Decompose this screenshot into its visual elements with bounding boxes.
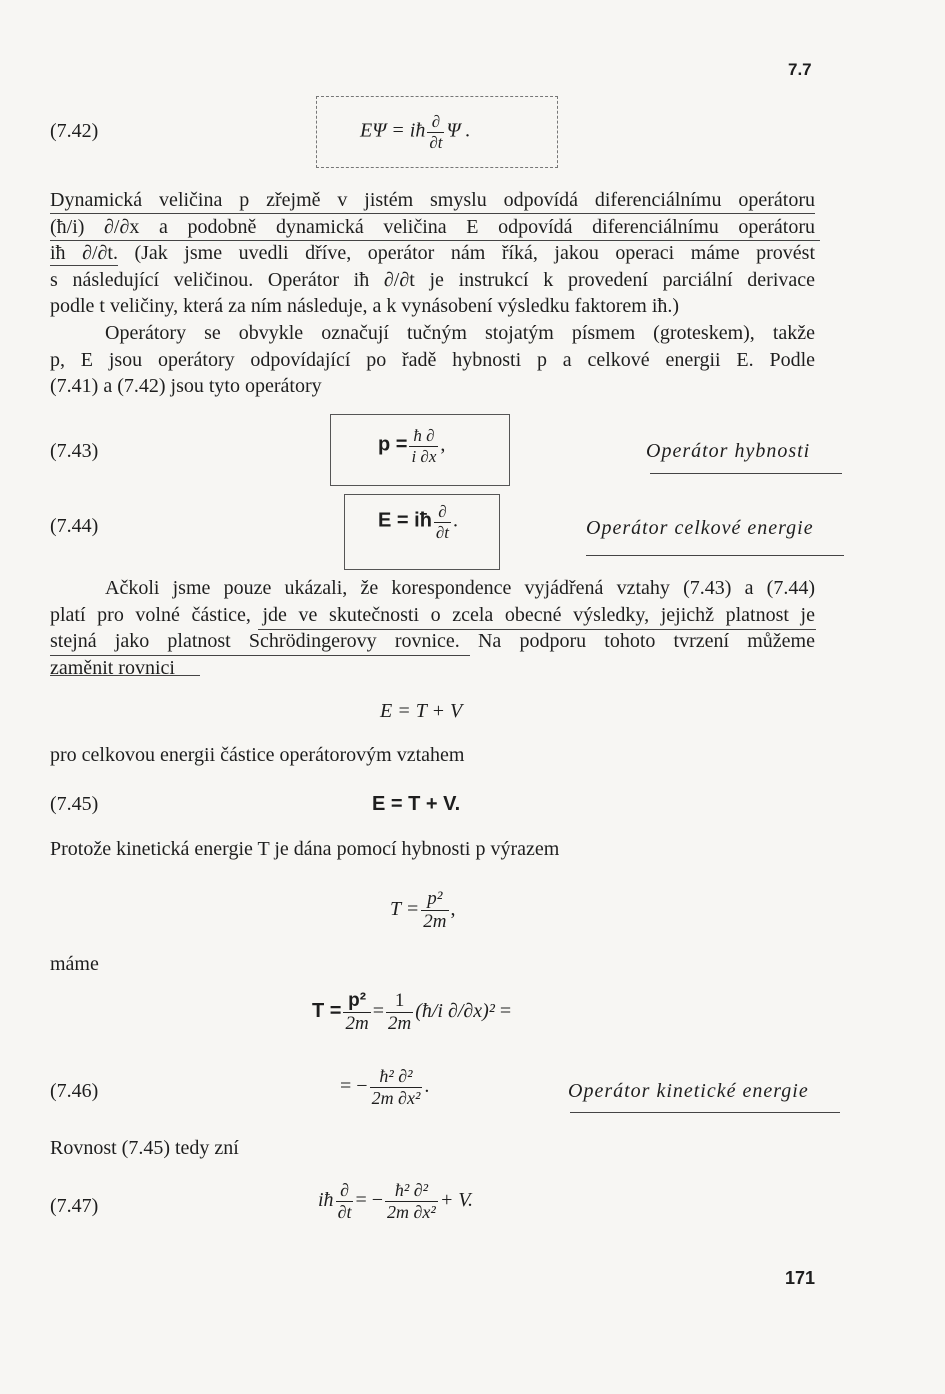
eq-7-42-num: ∂ — [431, 112, 441, 131]
label-kinetic-operator: Operátor kinetické energie — [568, 1080, 809, 1102]
para2-line: p, E jsou operátory odpovídající po řadě hybnosti p a celkové energii E. Podle — [50, 348, 815, 371]
equation-7-44 — [378, 502, 458, 542]
paragraph-6: máme — [50, 953, 99, 975]
label-underline — [586, 555, 844, 556]
paragraph-3 — [50, 575, 815, 681]
eq-7-47-lhs: iħ — [318, 1188, 334, 1211]
eq-T-tail: , — [450, 897, 456, 920]
paragraph-1 — [50, 187, 815, 320]
underline — [50, 265, 118, 266]
equation-number-7-46: (7.46) — [50, 1080, 99, 1102]
eq-7-44-lhs: E = iħ — [378, 509, 432, 532]
equation-7-45: E = T + V. — [372, 793, 461, 815]
para2-line: (7.41) a (7.42) jsou tyto operátory — [50, 375, 322, 397]
eq-7-43-tail: , — [440, 433, 446, 456]
eq-7-47-mid: = − — [355, 1188, 384, 1211]
eq-7-47-tail: + V. — [439, 1188, 473, 1211]
paragraph-5: Protože kinetická energie T je dána pomocí hybnosti p výrazem — [50, 838, 560, 860]
equation-energy-sum: E = T + V — [380, 700, 463, 722]
eq-7-46-den: 2m ∂x² — [371, 1087, 421, 1108]
equation-number-7-43: (7.43) — [50, 440, 99, 462]
eq-Top-paren: (ħ/i ∂/∂x)² — [415, 999, 495, 1022]
eq-7-44-tail: . — [453, 509, 459, 532]
para1-line: (ħ/i) ∂/∂x a podobně dynamická veličina E odpovídá diferenciálnímu operátoru — [50, 215, 815, 238]
equation-number-7-47: (7.47) — [50, 1195, 99, 1217]
underline — [50, 240, 820, 241]
para1-line: iħ ∂/∂t. (Jak jsme uvedli dříve, operátor nám říká, jakou operaci máme provést — [50, 242, 815, 264]
equation-number-7-45: (7.45) — [50, 793, 99, 815]
paragraph-2 — [50, 320, 815, 400]
page-number: 171 — [785, 1268, 816, 1288]
eq-7-46-num: ħ² ∂² — [379, 1066, 413, 1086]
eq-Top-tail: = — [499, 999, 512, 1022]
label-underline — [650, 473, 842, 474]
equation-7-42 — [360, 112, 471, 152]
eq-Top-num1: p² — [348, 990, 367, 1011]
eq-7-43-lhs: p = — [378, 433, 408, 456]
underline — [258, 629, 816, 630]
eq-7-47-den2: 2m ∂x² — [387, 1201, 436, 1222]
equation-7-43 — [378, 426, 445, 466]
eq-7-46-tail: . — [424, 1074, 430, 1097]
eq-Top-den2: 2m — [387, 1012, 412, 1034]
eq-Top-eq: = — [372, 999, 384, 1022]
underline — [50, 213, 815, 214]
section-number: 7.7 — [788, 60, 812, 79]
eq-7-43-den: i ∂x — [411, 446, 437, 466]
para1-line: s následující veličinou. Operátor iħ ∂/∂t je instrukcí k provedení parciální derivace — [50, 268, 815, 291]
para3-line: zaměnit rovnici — [50, 656, 175, 679]
eq-Top-lhs: T = — [312, 999, 342, 1022]
eq-7-47-num1: ∂ — [340, 1180, 349, 1200]
label-momentum-operator: Operátor hybnosti — [646, 440, 811, 462]
eq-7-44-num: ∂ — [438, 502, 447, 521]
paragraph-7: Rovnost (7.45) tedy zní — [50, 1137, 239, 1159]
eq-7-42-lhs: EΨ = iħ — [360, 119, 426, 142]
eq-7-43-num: ħ ∂ — [413, 426, 435, 445]
equation-number-7-42: (7.42) — [50, 120, 99, 142]
eq-7-47-num2: ħ² ∂² — [394, 1180, 429, 1200]
eq-Top-num2: 1 — [394, 990, 405, 1011]
eq-7-44-den: ∂t — [435, 522, 450, 542]
equation-kinetic-operator — [312, 990, 511, 1035]
eq-T-num: p² — [427, 888, 443, 909]
underline — [50, 675, 200, 676]
label-energy-operator: Operátor celkové energie — [586, 517, 814, 539]
eq-7-46-lhs: = − — [340, 1074, 368, 1097]
para3-line: Ačkoli jsme pouze ukázali, že korespondence vyjádřená vztahy (7.43) a (7.44) — [105, 577, 815, 599]
equation-7-46 — [340, 1066, 429, 1108]
equation-kinetic-energy — [390, 888, 456, 933]
eq-Top-den1: 2m — [345, 1012, 369, 1034]
equation-7-47 — [318, 1180, 473, 1222]
para1-line: Dynamická veličina p zřejmě v jistém smyslu odpovídá diferenciálnímu operátoru — [50, 189, 815, 211]
eq-7-47-den1: ∂t — [337, 1201, 352, 1222]
paragraph-4: pro celkovou energii částice operátorovým vztahem — [50, 744, 465, 766]
para1-line: podle t veličiny, která za ním následuje, a k vynásobení výsledku faktorem iħ.) — [50, 295, 680, 317]
eq-T-lhs: T = — [390, 897, 420, 920]
eq-T-den: 2m — [423, 910, 447, 932]
underline — [50, 655, 470, 656]
para2-line: Operátory se obvykle označují tučným stojatým písmem (groteskem), takže — [105, 322, 815, 344]
eq-7-42-den: ∂t — [429, 132, 443, 152]
eq-7-42-rhs: Ψ . — [446, 119, 471, 142]
label-underline — [570, 1112, 840, 1113]
equation-number-7-44: (7.44) — [50, 515, 99, 537]
para3-line: platí pro volné částice, jde ve skutečnosti o zcela obecné výsledky, jejichž platnost je — [50, 603, 815, 626]
para3-line: stejná jako platnost Schrödingerovy rovnice. Na podporu tohoto tvrzení můžeme — [50, 630, 815, 652]
